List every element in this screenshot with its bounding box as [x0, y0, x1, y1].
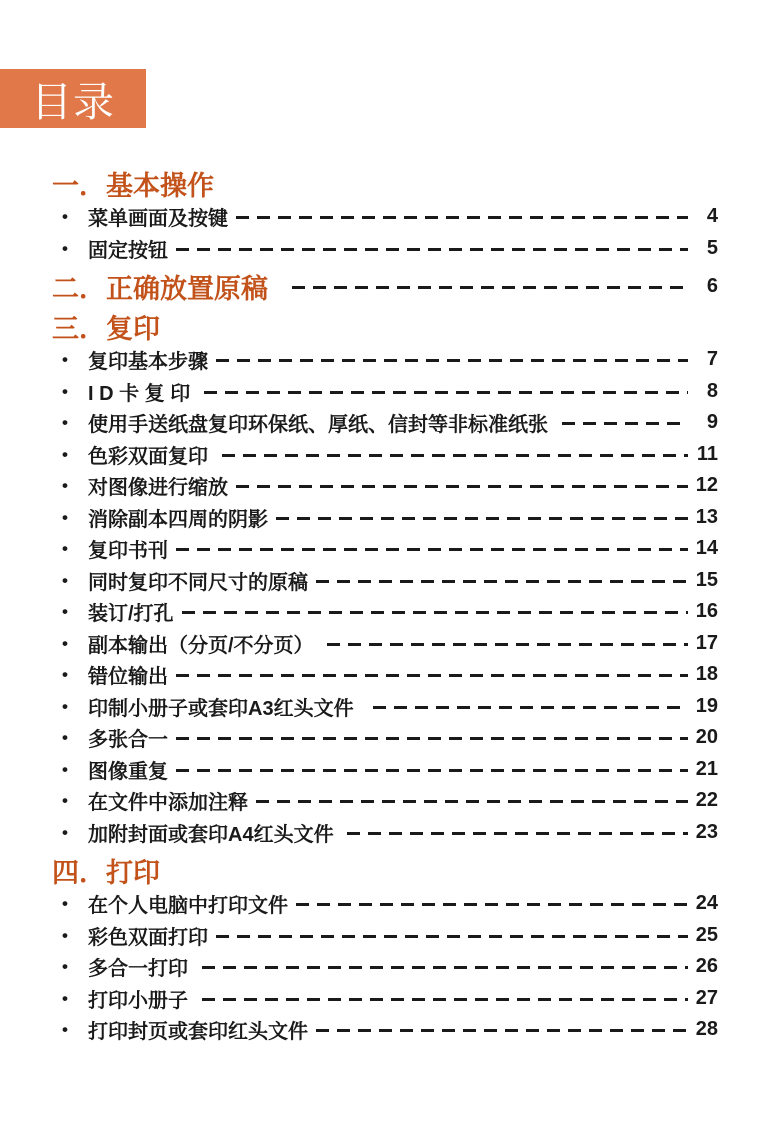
bullet-icon: • [62, 539, 68, 559]
section-heading [52, 268, 718, 304]
bullet-icon: • [62, 602, 68, 622]
toc-entry[interactable] [52, 888, 718, 920]
bullet-icon: • [62, 1020, 68, 1040]
dash-leader [176, 769, 688, 772]
dash-leader [276, 517, 688, 520]
page-number: 18 [695, 663, 718, 686]
toc-entry[interactable] [52, 376, 718, 408]
page-number: 21 [695, 757, 718, 780]
entry-label: 在个人电脑中打印文件 [88, 895, 288, 918]
page-number: 12 [695, 474, 718, 497]
page-number: 22 [695, 789, 718, 812]
toc-title-badge [0, 69, 146, 128]
page-number: 5 [706, 236, 718, 259]
section-title: 三．复印 [52, 313, 160, 344]
toc-entry[interactable] [52, 565, 718, 597]
bullet-icon: • [62, 570, 68, 590]
page-number: 17 [695, 631, 718, 654]
toc-entry[interactable] [52, 920, 718, 952]
bullet-icon: • [62, 413, 68, 433]
toc-entry[interactable] [52, 1014, 718, 1046]
entry-label: 彩色双面打印 [88, 926, 208, 949]
toc-entry[interactable] [52, 628, 718, 660]
dash-leader [176, 548, 688, 551]
toc-entry[interactable] [52, 233, 718, 265]
entry-label: 错位输出 [88, 666, 168, 689]
page-number: 24 [695, 892, 718, 915]
toc-entry[interactable] [52, 407, 718, 439]
bullet-icon: • [62, 444, 68, 464]
page-number: 14 [695, 537, 718, 560]
entry-label: 复印基本步骤 [88, 351, 208, 374]
dash-leader [327, 643, 688, 646]
bullet-icon: • [62, 207, 68, 227]
bullet-icon: • [62, 476, 68, 496]
dash-leader [316, 1029, 688, 1032]
dash-leader [373, 706, 688, 709]
toc-entry[interactable] [52, 951, 718, 983]
entry-label: 图像重复 [88, 760, 168, 783]
page-number: 26 [695, 955, 718, 978]
entry-label: 菜单画面及按键 [88, 208, 228, 231]
entry-label: 装订/打孔 [88, 603, 174, 626]
entry-label: 同时复印不同尺寸的原稿 [88, 571, 308, 594]
toc-entry[interactable] [52, 785, 718, 817]
entry-label: 复印书刊 [88, 540, 168, 563]
toc-entry[interactable] [52, 983, 718, 1015]
dash-leader [292, 286, 688, 289]
bullet-icon: • [62, 238, 68, 258]
bullet-icon: • [62, 507, 68, 527]
page-number: 4 [706, 205, 718, 228]
toc-entry[interactable] [52, 691, 718, 723]
toc-entry[interactable] [52, 470, 718, 502]
dash-leader [202, 966, 688, 969]
toc-entry[interactable] [52, 817, 718, 849]
page-number: 16 [695, 600, 718, 623]
bullet-icon: • [62, 925, 68, 945]
dash-leader [347, 832, 688, 835]
dash-leader [562, 422, 688, 425]
section-heading [52, 308, 718, 344]
entry-label: 对图像进行缩放 [88, 477, 228, 500]
dash-leader [216, 359, 688, 362]
dash-leader [176, 674, 688, 677]
bullet-icon: • [62, 759, 68, 779]
toc-title: 目录 [31, 79, 115, 125]
entry-label: 使用手送纸盘复印环保纸、厚纸、信封等非标准纸张 [88, 414, 554, 437]
dash-leader [256, 800, 688, 803]
dash-leader [296, 903, 688, 906]
entry-label: 色彩双面复印 [88, 445, 214, 468]
page-number: 23 [695, 820, 718, 843]
toc-entry[interactable] [52, 659, 718, 691]
bullet-icon: • [62, 350, 68, 370]
entry-label: 在文件中添加注释 [88, 792, 248, 815]
entry-label: 加附封面或套印A4红头文件 [88, 823, 340, 846]
section-heading [52, 852, 718, 888]
bullet-icon: • [62, 822, 68, 842]
page-number: 27 [695, 986, 718, 1009]
toc-entry[interactable] [52, 596, 718, 628]
dash-leader [236, 216, 688, 219]
section-title: 二．正确放置原稿 [52, 273, 276, 304]
toc-entry[interactable] [52, 722, 718, 754]
bullet-icon: • [62, 728, 68, 748]
dash-leader [222, 454, 688, 457]
entry-label: 多合一打印 [88, 958, 194, 981]
dash-leader [236, 485, 688, 488]
toc-entry[interactable] [52, 502, 718, 534]
bullet-icon: • [62, 633, 68, 653]
dash-leader [176, 737, 688, 740]
bullet-icon: • [62, 665, 68, 685]
dash-leader [182, 611, 688, 614]
entry-label: 副本输出（分页/不分页） [88, 634, 320, 657]
bullet-icon: • [62, 791, 68, 811]
section-title: 四．打印 [52, 857, 160, 888]
entry-label: 印制小册子或套印A3红头文件 [88, 697, 365, 720]
page-number: 13 [695, 505, 718, 528]
dash-leader [216, 935, 688, 938]
entry-label: 打印封页或套印红头文件 [88, 1021, 308, 1044]
bullet-icon: • [62, 988, 68, 1008]
entry-label: 消除副本四周的阴影 [88, 508, 268, 531]
page-number: 25 [695, 923, 718, 946]
toc-entry[interactable] [52, 439, 718, 471]
bullet-icon: • [62, 957, 68, 977]
section-title: 一．基本操作 [52, 170, 214, 201]
entry-label: I D 卡 复 印 [88, 382, 196, 405]
page-number: 28 [695, 1018, 718, 1041]
section-heading [52, 165, 718, 201]
bullet-icon: • [62, 381, 68, 401]
page-number: 9 [706, 411, 718, 434]
dash-leader [316, 580, 688, 583]
dash-leader [202, 998, 688, 1001]
dash-leader [204, 391, 688, 394]
page-number: 11 [696, 442, 718, 465]
toc-entry[interactable] [52, 754, 718, 786]
toc-entry[interactable] [52, 533, 718, 565]
toc-list [52, 161, 718, 1046]
dash-leader [176, 248, 688, 251]
page-number: 19 [695, 694, 718, 717]
page-number: 20 [695, 726, 718, 749]
bullet-icon: • [62, 696, 68, 716]
entry-label: 固定按钮 [88, 239, 168, 262]
page-number: 8 [706, 379, 718, 402]
page-number: 7 [706, 348, 718, 371]
bullet-icon: • [62, 894, 68, 914]
page-number: 6 [706, 274, 718, 297]
entry-label: 多张合一 [88, 729, 168, 752]
toc-entry[interactable] [52, 344, 718, 376]
entry-label: 打印小册子 [88, 989, 194, 1012]
toc-entry[interactable] [52, 201, 718, 233]
page-number: 15 [695, 568, 718, 591]
